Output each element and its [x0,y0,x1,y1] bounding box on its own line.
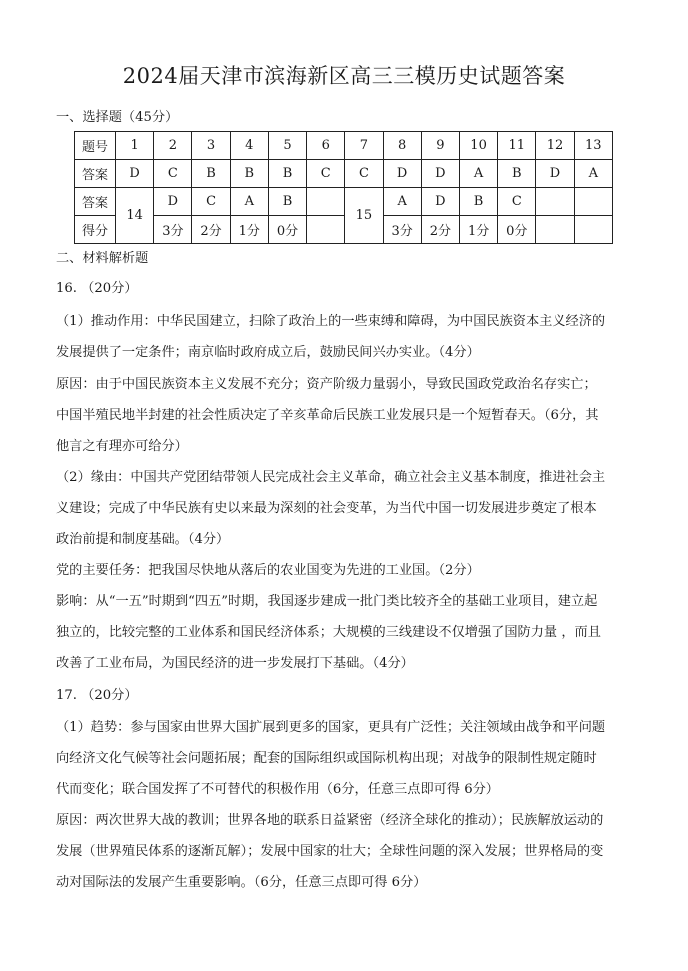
table-cell: 6 [307,132,345,160]
table-cell: 5 [268,132,306,160]
table-cell: 答案 [75,160,116,188]
answer-line: 中国半殖民地半封建的社会性质决定了辛亥革命后民族工业发展只是一个短暂春天。（6分，其 [56,408,599,423]
page-title: 2024届天津市滨海新区高三三模历史试题答案 [122,64,566,88]
table-cell: C [192,188,230,216]
table-cell: 2 [154,132,192,160]
table-row [75,160,613,188]
table-cell: B [192,160,230,188]
answer-line: 义建设；完成了中华民族有史以来最为深刻的社会变革，为当代中国一切发展进步奠定了根本 [56,501,597,516]
table-cell: D [421,160,459,188]
question-number: 17. （20分） [56,688,138,703]
section-heading-analysis: 二、材料解析题 [56,251,149,266]
answer-line: 政治前提和制度基础。（4分） [56,532,230,547]
table-cell: 得分 [75,216,116,244]
table-cell: A [230,188,268,216]
table-cell: C [498,188,536,216]
table-cell-empty [307,216,345,244]
table-cell: 0分 [268,216,306,244]
table-cell: B [498,160,536,188]
table-cell: C [154,160,192,188]
answer-line: 发展（世界殖民体系的逐渐瓦解）；发展中国家的壮大；全球性问题的深入发展；世界格局的变 [56,844,604,859]
table-cell: 3分 [383,216,421,244]
table-cell: 3分 [154,216,192,244]
answer-line: （1）趋势：参与国家由世界大国扩展到更多的国家，更具有广泛性；关注领域由战争和平问题 [56,720,606,735]
table-cell: 题号 [75,132,116,160]
answer-line: （1）推动作用：中华民国建立，扫除了政治上的一些束缚和障碍，为中国民族资本主义经济的 [56,314,606,329]
table-cell: 9 [421,132,459,160]
table-cell: B [230,160,268,188]
table-cell: B [459,188,497,216]
question-number: 16. （20分） [56,281,138,296]
table-cell: 4 [230,132,268,160]
answer-line: 发展提供了一定条件；南京临时政府成立后，鼓励民间兴办实业。（4分） [56,345,480,360]
table-cell: A [383,188,421,216]
table-cell: 1 [116,132,154,160]
answer-line: 原因：两次世界大战的教训；世界各地的联系日益紧密（经济全球化的推动）；民族解放运动的 [56,813,604,828]
table-cell: 13 [574,132,612,160]
table-cell-empty [536,216,574,244]
table-cell: 2分 [192,216,230,244]
table-cell: 1分 [459,216,497,244]
table-cell: D [116,160,154,188]
table-cell: C [307,160,345,188]
answer-line: 他言之有理亦可给分） [56,439,188,454]
table-cell: 3 [192,132,230,160]
table-cell-empty [574,188,612,216]
table-cell: 12 [536,132,574,160]
table-cell: 2分 [421,216,459,244]
table-cell: A [459,160,497,188]
table-cell: D [536,160,574,188]
answer-line: 党的主要任务：把我国尽快地从落后的农业国变为先进的工业国。（2分） [56,563,480,578]
table-cell-empty [307,188,345,216]
answer-line: 动对国际法的发展产生重要影响。（6分，任意三点即可得 6分） [56,875,427,890]
answer-line: 代而变化；联合国发挥了不可替代的积极作用（6分，任意三点即可得 6分） [56,782,499,797]
section-heading-choice: 一、选择题（45分） [56,110,179,125]
table-cell: 1分 [230,216,268,244]
table-row [75,216,613,244]
answer-table [74,131,613,244]
answer-line: 向经济文化气候等社会问题拓展；配套的国际组织或国际机构出现；对战争的限制性规定随时 [56,751,597,766]
table-cell: 答案 [75,188,116,216]
table-row [75,132,613,160]
answer-line: 改善了工业布局，为国民经济的进一步发展打下基础。（4分） [56,656,414,671]
table-cell: B [268,160,306,188]
table-cell-empty [574,216,612,244]
table-cell: D [421,188,459,216]
table-cell: B [268,188,306,216]
table-cell: 7 [345,132,383,160]
answer-line: 独立的，比较完整的工业体系和国民经济体系；大规模的三线建设不仅增强了国防力量 ，而且 [56,625,601,640]
table-cell: D [154,188,192,216]
answer-line: （2）缘由：中国共产党团结带领人民完成社会主义革命，确立社会主义基本制度，推进社会主 [56,470,606,485]
table-cell-q14: 14 [116,188,154,244]
table-cell-empty [536,188,574,216]
table-cell: 8 [383,132,421,160]
table-cell: A [574,160,612,188]
answer-line: 原因：由于中国民族资本主义发展不充分；资产阶级力量弱小，导致民国政党政治名存实亡； [56,377,597,392]
table-cell-q15: 15 [345,188,383,244]
table-cell: D [383,160,421,188]
answer-line: 影响：从“一五”时期到“四五”时期，我国逐步建成一批门类比较齐全的基础工业项目，建立起 [56,594,598,609]
table-cell: 0分 [498,216,536,244]
table-cell: 11 [498,132,536,160]
table-cell: C [345,160,383,188]
table-cell: 10 [459,132,497,160]
table-row [75,188,613,216]
